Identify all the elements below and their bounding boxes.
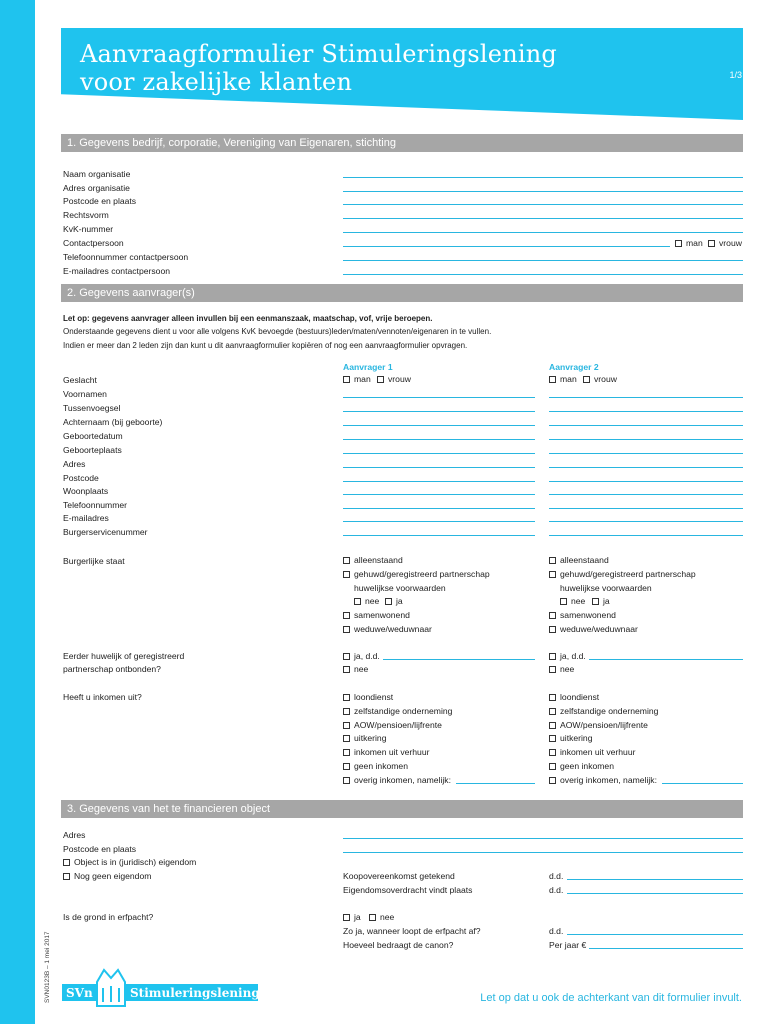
checkbox-icon (549, 763, 556, 770)
section-2-header: 2. Gegevens aanvrager(s) (61, 284, 743, 302)
a2-email-input[interactable] (549, 521, 743, 522)
checkbox-icon (549, 612, 556, 619)
checkbox-icon (549, 749, 556, 756)
field-label: Postcode en plaats (63, 196, 137, 206)
checkbox-icon (343, 749, 350, 756)
option-label: gehuwd/geregistreerd partnerschap (354, 569, 490, 579)
checkbox-icon (343, 722, 350, 729)
checkbox-icon (343, 708, 350, 715)
checkbox-icon (343, 376, 350, 383)
a1-overig-input[interactable] (456, 783, 535, 784)
side-accent-bar (0, 0, 35, 1024)
note-line: Indien er meer dan 2 leden zijn dan kunt u dit aanvraagformulier kopiëren of nog een aanvraagformulier opvragen. (63, 341, 468, 350)
field-label: Adres organisatie (63, 183, 130, 193)
option-label: Object is in (juridisch) eigendom (74, 857, 197, 867)
a2-hv-nee-checkbox[interactable] (560, 596, 585, 606)
postcode-plaats-input[interactable] (343, 204, 743, 205)
checkbox-icon (592, 598, 599, 605)
field-label: partnerschap ontbonden? (63, 664, 161, 674)
rechtsvorm-input[interactable] (343, 218, 743, 219)
option-label: overig inkomen, namelijk: (560, 775, 657, 785)
a2-gehuwd-checkbox[interactable] (549, 569, 696, 579)
field-label: Tussenvoegsel (63, 403, 121, 413)
a2-uitkering-checkbox[interactable] (549, 733, 592, 743)
field-label: Geslacht (63, 375, 97, 385)
field-label: Geboorteplaats (63, 445, 122, 455)
svn-logo (62, 968, 262, 1008)
field-label: Postcode en plaats (63, 844, 137, 854)
erfpacht-datum-input[interactable] (567, 934, 743, 935)
option-label: uitkering (560, 733, 593, 743)
a1-eerder-nee-checkbox[interactable] (343, 664, 368, 674)
checkbox-icon (343, 626, 350, 633)
field-label: E-mailadres (63, 513, 109, 523)
option-label: ja (396, 596, 403, 606)
a2-aow-checkbox[interactable] (549, 720, 648, 730)
a2-samenwonend-checkbox[interactable] (549, 610, 616, 620)
a1-gehuwd-checkbox[interactable] (343, 569, 490, 579)
option-label: weduwe/weduwnaar (560, 624, 638, 634)
option-label: nee (571, 596, 586, 606)
checkbox-icon (377, 376, 384, 383)
a2-weduwe-checkbox[interactable] (549, 624, 638, 634)
a2-man-checkbox[interactable] (549, 374, 577, 384)
checkbox-icon (549, 557, 556, 564)
note-bold: Let op: gegevens aanvrager alleen invullen bij een eenmanszaak, maatschap, vof, vrije beroepen. (63, 314, 433, 323)
a2-vrouw-checkbox[interactable] (583, 374, 617, 384)
checkbox-icon (549, 626, 556, 633)
object-postcode-input[interactable] (343, 852, 743, 853)
checkbox-icon (549, 735, 556, 742)
a2-geboorteplaats-input[interactable] (549, 453, 743, 454)
checkbox-icon (549, 666, 556, 673)
section-1-header: 1. Gegevens bedrijf, corporatie, Vereniging van Eigenaren, stichting (61, 134, 743, 152)
option-label: nee (365, 596, 380, 606)
option-label: alleenstaand (560, 555, 609, 565)
checkbox-icon (560, 598, 567, 605)
contact-man-checkbox[interactable] (675, 238, 703, 248)
a1-tussenvoegsel-input[interactable] (343, 411, 535, 412)
form-title-line2: voor zakelijke klanten (80, 68, 353, 96)
checkbox-icon (63, 859, 70, 866)
a2-alleenstaand-checkbox[interactable] (549, 555, 609, 565)
field-label: Voornamen (63, 389, 107, 399)
a1-samenwonend-checkbox[interactable] (343, 610, 410, 620)
field-label: E-mailadres contactpersoon (63, 266, 170, 276)
logo-name-text: Stimuleringslening (130, 986, 260, 1000)
option-label: zelfstandige onderneming (354, 706, 453, 716)
a2-hv-ja-checkbox[interactable] (592, 596, 610, 606)
option-label: vrouw (388, 374, 411, 384)
option-label: inkomen uit verhuur (354, 747, 430, 757)
option-label: weduwe/weduwnaar (354, 624, 432, 634)
checkbox-icon (343, 914, 350, 921)
a1-uitkering-checkbox[interactable] (343, 733, 386, 743)
note-line: Onderstaande gegevens dient u voor alle volgens KvK bevoegde (bestuurs)leden/maten/vennoten/eigenaren in te vullen. (63, 327, 492, 336)
per-jaar-label: Per jaar € (549, 940, 587, 950)
dd-label: d.d. (549, 926, 564, 936)
option-label: loondienst (560, 692, 600, 702)
field-label: Telefoonnummer contactpersoon (63, 252, 189, 262)
a2-eerder-ja-checkbox[interactable] (549, 651, 586, 661)
field-label: Telefoonnummer (63, 500, 128, 510)
a2-tussenvoegsel-input[interactable] (549, 411, 743, 412)
field-label: Rechtsvorm (63, 210, 109, 220)
option-label: geen inkomen (560, 761, 614, 771)
option-label: nee (354, 664, 369, 674)
checkbox-icon (354, 598, 361, 605)
a2-verhuur-checkbox[interactable] (549, 747, 635, 757)
checkbox-icon (549, 571, 556, 578)
a1-bsn-input[interactable] (343, 535, 535, 536)
checkbox-icon (549, 694, 556, 701)
a2-bsn-input[interactable] (549, 535, 743, 536)
email-contact-input[interactable] (343, 274, 743, 275)
dd-label: d.d. (549, 871, 564, 881)
a1-overig-checkbox[interactable] (343, 775, 451, 785)
checkbox-icon (549, 708, 556, 715)
koopovereenkomst-label: Koopovereenkomst getekend (343, 871, 455, 881)
geen-eigendom-checkbox[interactable] (63, 871, 151, 881)
option-label: ja, d.d. (354, 651, 380, 661)
a1-geen-inkomen-checkbox[interactable] (343, 761, 408, 771)
a2-geen-inkomen-checkbox[interactable] (549, 761, 614, 771)
a1-woonplaats-input[interactable] (343, 494, 535, 495)
a1-hv-ja-checkbox[interactable] (385, 596, 403, 606)
page-number: 1/3 (729, 70, 742, 80)
a1-geboorteplaats-input[interactable] (343, 453, 535, 454)
a1-geboortedatum-input[interactable] (343, 439, 535, 440)
field-label: Burgerlijke staat (63, 556, 125, 566)
koop-datum-input[interactable] (567, 879, 743, 880)
field-label: Geboortedatum (63, 431, 123, 441)
option-label: inkomen uit verhuur (560, 747, 636, 757)
a2-loondienst-checkbox[interactable] (549, 692, 599, 702)
a1-hv-nee-checkbox[interactable] (354, 596, 379, 606)
form-title-line1: Aanvraagformulier Stimuleringslening (80, 40, 557, 68)
erfpacht-ja-checkbox[interactable] (343, 912, 361, 922)
field-label: Contactpersoon (63, 238, 124, 248)
option-label: man (686, 238, 703, 248)
aanvrager-2-heading: Aanvrager 2 (549, 362, 599, 372)
option-label: man (354, 374, 371, 384)
checkbox-icon (385, 598, 392, 605)
option-label: AOW/pensioen/lijfrente (560, 720, 648, 730)
backside-note: Let op dat u ook de achterkant van dit formulier invult. (480, 992, 742, 1004)
field-label: Burgerservicenummer (63, 527, 148, 537)
checkbox-icon (549, 653, 556, 660)
a2-overig-input[interactable] (662, 783, 743, 784)
option-label: nee (560, 664, 575, 674)
a2-overig-checkbox[interactable] (549, 775, 657, 785)
checkbox-icon (343, 694, 350, 701)
option-label: ja (354, 912, 361, 922)
checkbox-icon (369, 914, 376, 921)
naam-organisatie-input[interactable] (343, 177, 743, 178)
a2-postcode-input[interactable] (549, 481, 743, 482)
option-label: uitkering (354, 733, 387, 743)
a1-vrouw-checkbox[interactable] (377, 374, 411, 384)
field-label: Woonplaats (63, 486, 109, 496)
option-label: ja, d.d. (560, 651, 586, 661)
object-adres-input[interactable] (343, 838, 743, 839)
eigendom-checkbox[interactable] (63, 857, 196, 867)
erfpacht-nee-checkbox[interactable] (369, 912, 394, 922)
a2-voornamen-input[interactable] (549, 397, 743, 398)
option-label: vrouw (719, 238, 742, 248)
checkbox-icon (549, 777, 556, 784)
option-label: nee (380, 912, 395, 922)
a2-telefoon-input[interactable] (549, 508, 743, 509)
option-label: vrouw (594, 374, 617, 384)
a1-eerder-ja-checkbox[interactable] (343, 651, 380, 661)
huwelijkse-voorwaarden-label: huwelijkse voorwaarden (560, 583, 652, 593)
overdracht-label: Eigendomsoverdracht vindt plaats (343, 885, 473, 895)
kvk-nummer-input[interactable] (343, 232, 743, 233)
checkbox-icon (343, 557, 350, 564)
field-label: Adres (63, 830, 86, 840)
a2-woonplaats-input[interactable] (549, 494, 743, 495)
form-code: SVN0123B – 1 mei 2017 (44, 931, 51, 1003)
checkbox-icon (343, 612, 350, 619)
checkbox-icon (63, 873, 70, 880)
checkbox-icon (708, 240, 715, 247)
checkbox-icon (343, 777, 350, 784)
field-label: KvK-nummer (63, 224, 114, 234)
a2-zelfstandig-checkbox[interactable] (549, 706, 658, 716)
field-label: Heeft u inkomen uit? (63, 692, 142, 702)
field-label: Postcode (63, 473, 99, 483)
a1-aow-checkbox[interactable] (343, 720, 442, 730)
contact-vrouw-checkbox[interactable] (708, 238, 742, 248)
a1-telefoon-input[interactable] (343, 508, 535, 509)
option-label: gehuwd/geregistreerd partnerschap (560, 569, 696, 579)
adres-organisatie-input[interactable] (343, 191, 743, 192)
option-label: man (560, 374, 577, 384)
checkbox-icon (549, 376, 556, 383)
a2-eerder-datum-input[interactable] (589, 659, 743, 660)
a1-weduwe-checkbox[interactable] (343, 624, 432, 634)
option-label: zelfstandige onderneming (560, 706, 659, 716)
a1-eerder-datum-input[interactable] (383, 659, 535, 660)
a1-achternaam-input[interactable] (343, 425, 535, 426)
a1-postcode-input[interactable] (343, 481, 535, 482)
checkbox-icon (343, 735, 350, 742)
a2-adres-input[interactable] (549, 467, 743, 468)
field-label: Is de grond in erfpacht? (63, 912, 154, 922)
huwelijkse-voorwaarden-label: huwelijkse voorwaarden (354, 583, 446, 593)
section-3-header: 3. Gegevens van het te financieren object (61, 800, 743, 818)
a1-man-checkbox[interactable] (343, 374, 371, 384)
a1-loondienst-checkbox[interactable] (343, 692, 393, 702)
dd-label: d.d. (549, 885, 564, 895)
checkbox-icon (549, 722, 556, 729)
option-label: overig inkomen, namelijk: (354, 775, 451, 785)
a1-verhuur-checkbox[interactable] (343, 747, 429, 757)
a1-alleenstaand-checkbox[interactable] (343, 555, 403, 565)
checkbox-icon (583, 376, 590, 383)
checkbox-icon (343, 763, 350, 770)
option-label: loondienst (354, 692, 394, 702)
field-label: Adres (63, 459, 86, 469)
option-label: samenwonend (560, 610, 616, 620)
telefoon-contact-input[interactable] (343, 260, 743, 261)
a1-zelfstandig-checkbox[interactable] (343, 706, 452, 716)
a2-achternaam-input[interactable] (549, 425, 743, 426)
field-label: Naam organisatie (63, 169, 131, 179)
option-label: AOW/pensioen/lijfrente (354, 720, 442, 730)
a2-geboortedatum-input[interactable] (549, 439, 743, 440)
checkbox-icon (343, 653, 350, 660)
logo-svn-text: SVn (66, 986, 93, 1000)
aanvrager-1-heading: Aanvrager 1 (343, 362, 393, 372)
option-label: samenwonend (354, 610, 410, 620)
a1-voornamen-input[interactable] (343, 397, 535, 398)
checkbox-icon (343, 571, 350, 578)
checkbox-icon (675, 240, 682, 247)
checkbox-icon (343, 666, 350, 673)
contactpersoon-input[interactable] (343, 246, 670, 247)
a1-email-input[interactable] (343, 521, 535, 522)
option-label: geen inkomen (354, 761, 408, 771)
a1-adres-input[interactable] (343, 467, 535, 468)
field-label: Achternaam (bij geboorte) (63, 417, 163, 427)
erfpacht-af-label: Zo ja, wanneer loopt de erfpacht af? (343, 926, 481, 936)
option-label: Nog geen eigendom (74, 871, 152, 881)
field-label: Eerder huwelijk of geregistreerd (63, 651, 185, 661)
canon-label: Hoeveel bedraagt de canon? (343, 940, 454, 950)
a2-eerder-nee-checkbox[interactable] (549, 664, 574, 674)
option-label: alleenstaand (354, 555, 403, 565)
overdracht-datum-input[interactable] (567, 893, 743, 894)
option-label: ja (603, 596, 610, 606)
canon-input[interactable] (589, 948, 743, 949)
